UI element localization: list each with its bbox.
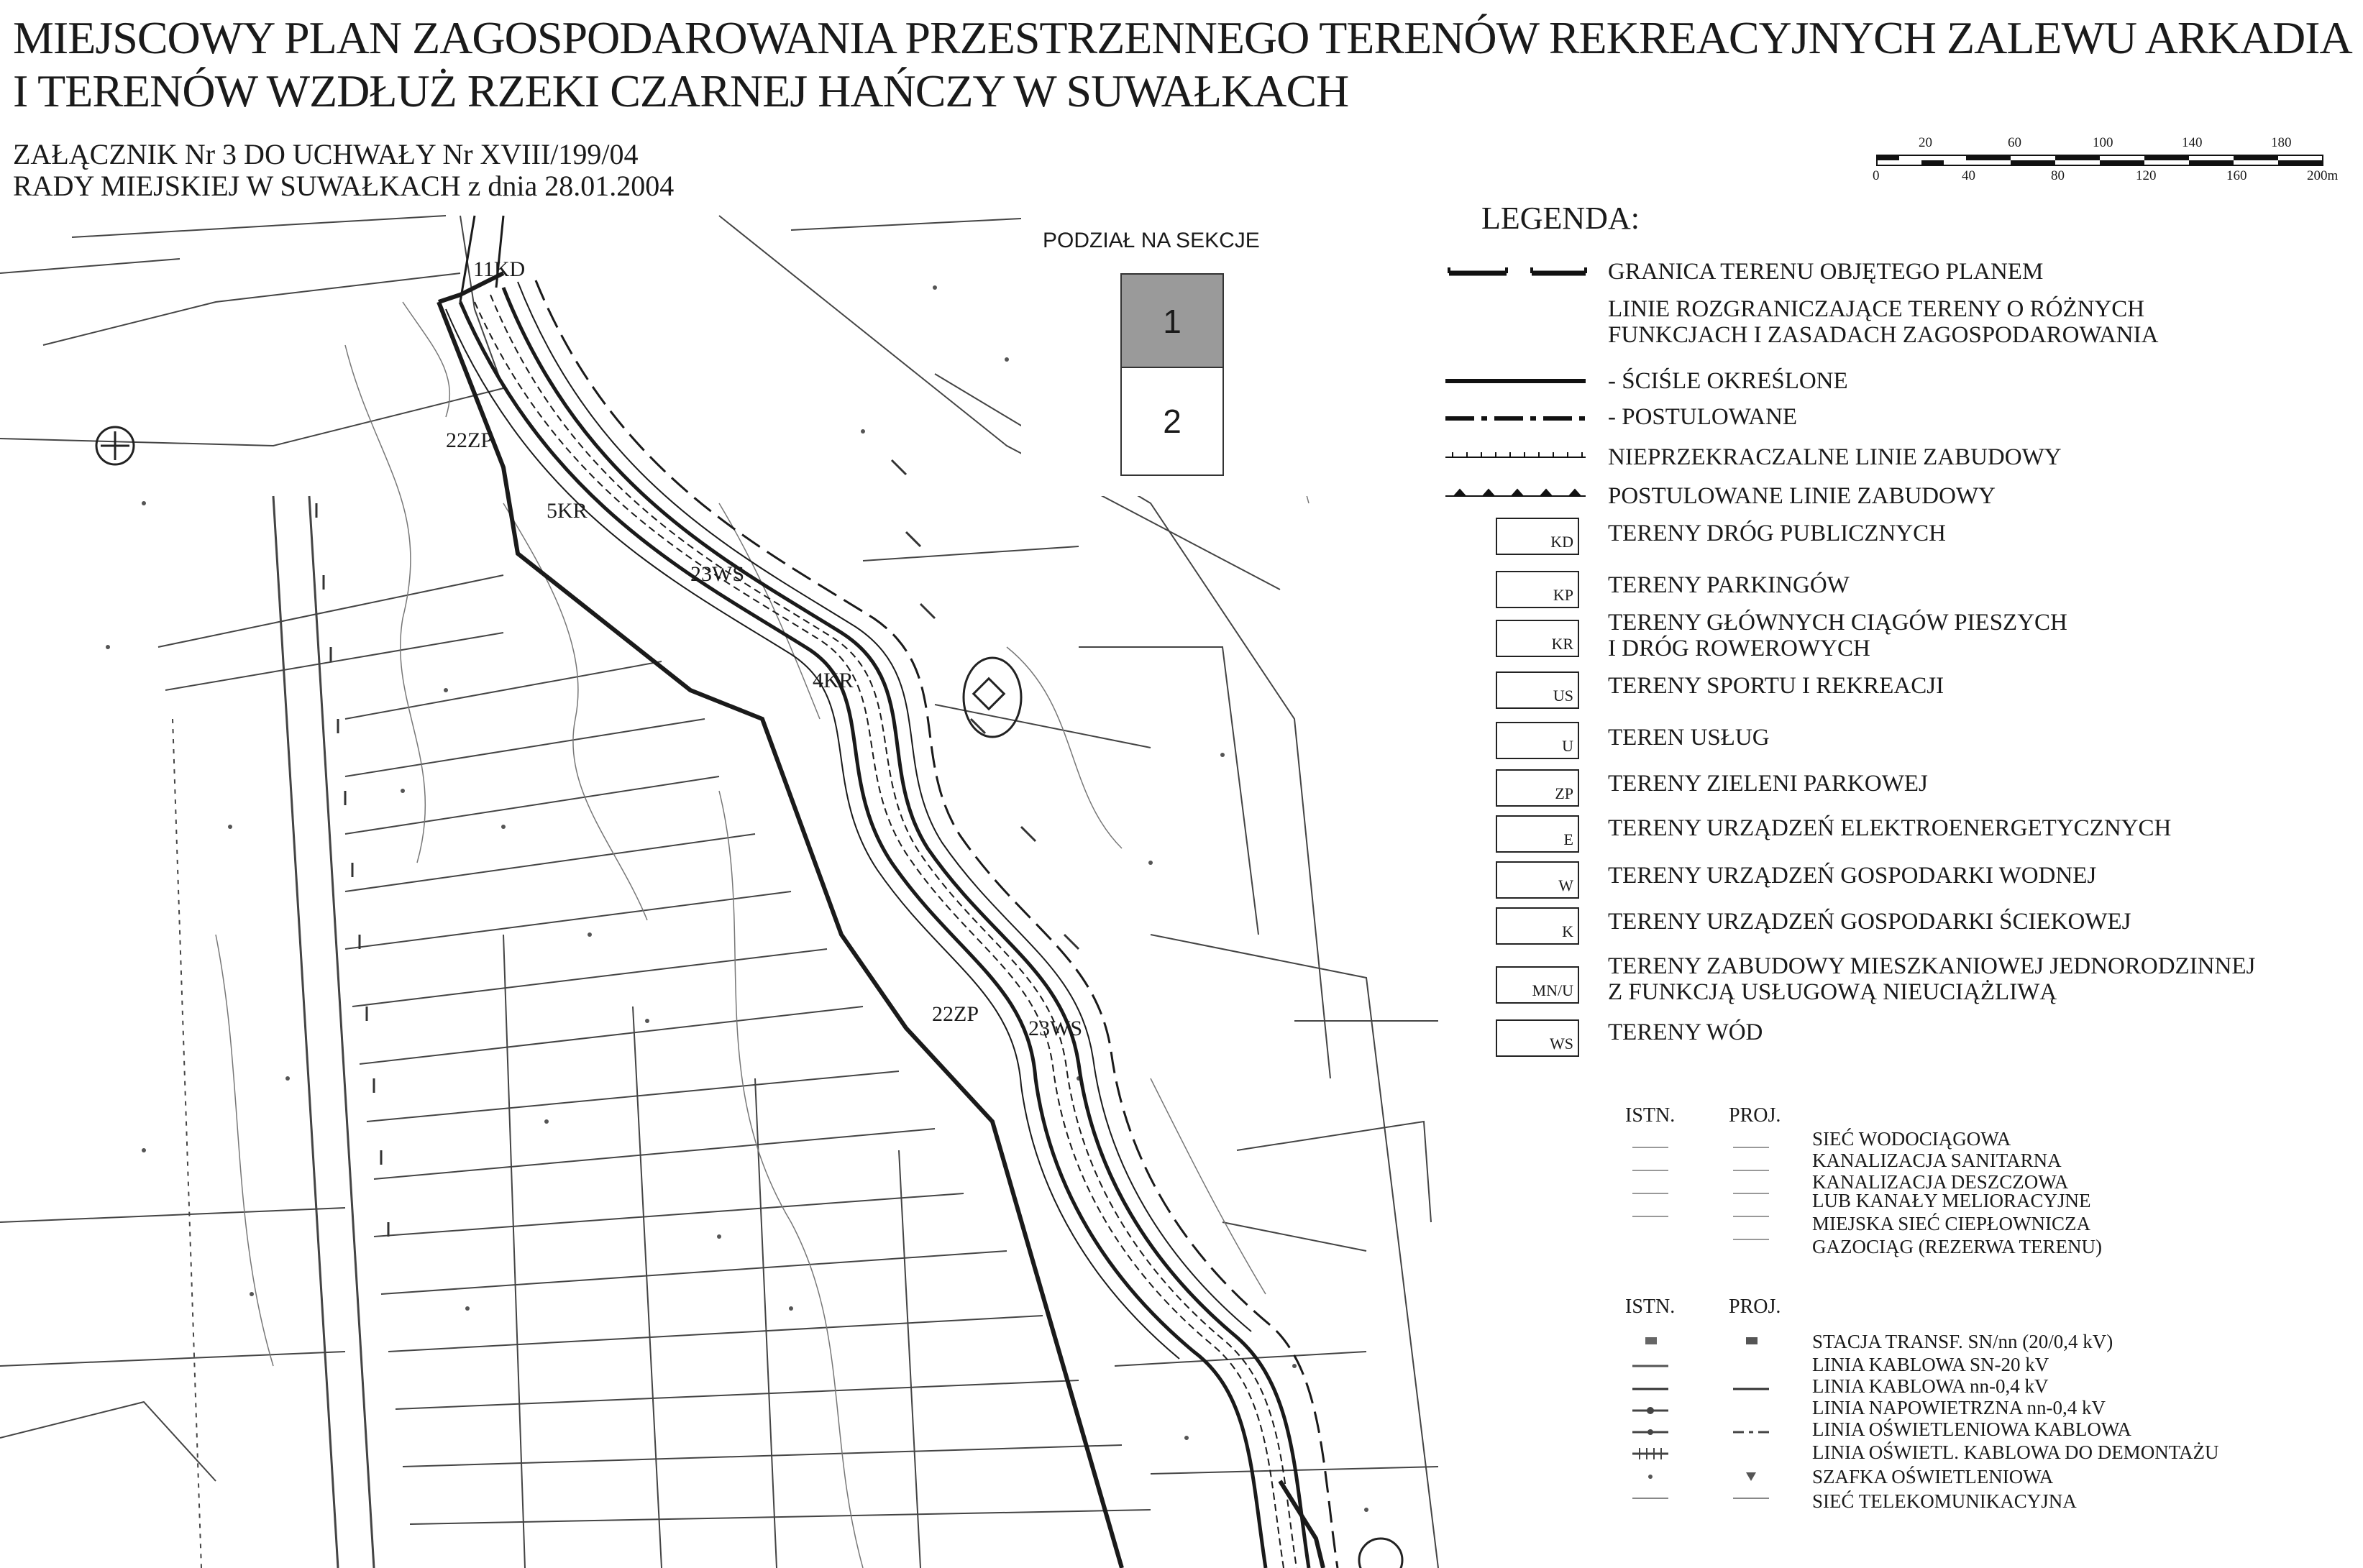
map-label-22zp-south: 22ZP (932, 1002, 979, 1026)
scale-top-100: 100 (2093, 135, 2113, 150)
scale-top-140: 140 (2182, 135, 2203, 150)
electrical-linia-oswietleniowa: LINIA OŚWIETLENIOWA KABLOWA (1812, 1418, 2131, 1440)
utility-kanalizacja-sanitarna: KANALIZACJA SANITARNA (1812, 1150, 2062, 1171)
utility-kanalizacja-deszczowa: KANALIZACJA DESZCZOWA (1812, 1171, 2069, 1193)
legend-code-us: US (1496, 671, 1579, 709)
map-label-11kd: 11KD (473, 257, 526, 281)
electrical-linia-napowietrzna: LINIA NAPOWIETRZNA nn-0,4 kV (1812, 1397, 2106, 1418)
electrical-linia-demontaz: LINIA OŚWIETL. KABLOWA DO DEMONTAŻU (1812, 1441, 2219, 1463)
legend-code-zp: ZP (1496, 769, 1579, 807)
map-label-23ws-north: 23WS (690, 562, 744, 586)
page-title-line1: MIEJSCOWY PLAN ZAGOSPODAROWANIA PRZESTRZENNEGO TERENÓW REKREACYJNYCH ZALEWU ARKADIA (13, 12, 2352, 63)
map-label-23ws-south: 23WS (1028, 1017, 1082, 1040)
legend-zone-kp: TERENY PARKINGÓW (1608, 572, 1850, 598)
subtitle-line1: ZAŁĄCZNIK Nr 3 DO UCHWAŁY Nr XVIII/199/04 (13, 138, 639, 170)
scale-top-60: 60 (2008, 135, 2021, 150)
legend-zone-e: TERENY URZĄDZEŃ ELEKTROENERGETYCZNYCH (1608, 815, 2172, 841)
scale-bottom-160: 160 (2226, 168, 2247, 183)
utility-siec-cieplownicza: MIEJSKA SIEĆ CIEPŁOWNICZA (1812, 1213, 2091, 1234)
legend-zone-mnu-2: Z FUNKCJĄ USŁUGOWĄ NIEUCIĄŻLIWĄ (1608, 979, 2057, 1005)
subtitle-line2: RADY MIEJSKIEJ W SUWAŁKACH z dnia 28.01.2004 (13, 170, 675, 202)
electrical-linia-kablowa-nn: LINIA KABLOWA nn-0,4 kV (1812, 1375, 2049, 1397)
electrical-col-existing: ISTN. (1625, 1296, 1676, 1318)
map-label-22zp-north: 22ZP (446, 428, 493, 452)
legend-zone-zp: TERENY ZIELENI PARKOWEJ (1608, 771, 1928, 797)
legend-line-scisle: - ŚCIŚLE OKREŚLONE (1608, 368, 1848, 394)
utility-wodociagowa: SIEĆ WODOCIĄGOWA (1812, 1128, 2011, 1150)
legend-zone-us: TERENY SPORTU I REKREACJI (1608, 673, 1944, 699)
scale-bottom-0: 0 (1873, 168, 1880, 183)
scale-bottom-40: 40 (1962, 168, 1975, 183)
utilities-col-existing: ISTN. (1625, 1104, 1676, 1127)
sections-title: PODZIAŁ NA SEKCJE (1043, 229, 1260, 252)
scale-bottom-80: 80 (2051, 168, 2065, 183)
scale-top-180: 180 (2271, 135, 2292, 150)
legend-code-kp: KP (1496, 571, 1579, 608)
utilities-col-projected: PROJ. (1729, 1104, 1781, 1127)
legend-zone-w: TERENY URZĄDZEŃ GOSPODARKI WODNEJ (1608, 863, 2097, 889)
legend-zone-mnu-1: TERENY ZABUDOWY MIESZKANIOWEJ JEDNORODZINNEJ (1608, 953, 2256, 979)
section-2-box[interactable]: 2 (1120, 367, 1224, 476)
utilities-line-samples (1625, 1133, 1798, 1277)
legend-code-kd: KD (1496, 518, 1579, 555)
legend-line-granica: GRANICA TERENU OBJĘTEGO PLANEM (1608, 259, 2044, 285)
legend-code-u: U (1496, 722, 1579, 759)
legend-zone-kd: TERENY DRÓG PUBLICZNYCH (1608, 521, 1946, 546)
page-title-line2: I TERENÓW WZDŁUŻ RZEKI CZARNEJ HAŃCZY W SUWAŁKACH (13, 65, 1349, 116)
legend-zone-u: TEREN USŁUG (1608, 725, 1770, 751)
electrical-szafka: SZAFKA OŚWIETLENIOWA (1812, 1466, 2054, 1487)
legend-code-e: E (1496, 815, 1579, 853)
scale-bottom-120: 120 (2136, 168, 2157, 183)
legend-code-ws: WS (1496, 1019, 1579, 1057)
legend-line-nieprzekraczalne: NIEPRZEKRACZALNE LINIE ZABUDOWY (1608, 444, 2062, 470)
map-label-4kr: 4KR (813, 669, 854, 692)
legend-zone-ws: TERENY WÓD (1608, 1019, 1763, 1045)
electrical-stacja-transf: STACJA TRANSF. SN/nn (20/0,4 kV) (1812, 1331, 2113, 1352)
legend-zone-kr-2: I DRÓG ROWEROWYCH (1608, 636, 1870, 661)
legend-line-postulowane: - POSTULOWANE (1608, 404, 1798, 430)
legend-title: LEGENDA: (1481, 201, 1640, 236)
map-label-5kr: 5KR (547, 499, 588, 523)
electrical-line-samples (1625, 1329, 1798, 1544)
scale-top-20: 20 (1919, 135, 1932, 150)
legend-code-k: K (1496, 907, 1579, 945)
legend-line-postulowane-zabudowy: POSTULOWANE LINIE ZABUDOWY (1608, 483, 1996, 509)
legend-zone-kr-1: TERENY GŁÓWNYCH CIĄGÓW PIESZYCH (1608, 610, 2067, 636)
section-1-box[interactable]: 1 (1120, 273, 1224, 370)
utility-gazociag: GAZOCIĄG (REZERWA TERENU) (1812, 1236, 2102, 1257)
legend-line-rozgraniczajace-1: LINIE ROZGRANICZAJĄCE TERENY O RÓŻNYCH (1608, 296, 2145, 322)
legend-code-kr: KR (1496, 620, 1579, 657)
scale-bottom-200m: 200m (2307, 168, 2339, 183)
legend-code-mnu: MN/U (1496, 966, 1579, 1004)
utility-kanaly-melioracyjne: LUB KANAŁY MELIORACYJNE (1812, 1190, 2091, 1211)
electrical-linia-kablowa-sn: LINIA KABLOWA SN-20 kV (1812, 1354, 2049, 1375)
legend-line-rozgraniczajace-2: FUNKCJACH I ZASADACH ZAGOSPODAROWANIA (1608, 322, 2159, 348)
electrical-telekomunikacja: SIEĆ TELEKOMUNIKACYJNA (1812, 1490, 2077, 1512)
electrical-col-projected: PROJ. (1729, 1296, 1781, 1318)
legend-zone-k: TERENY URZĄDZEŃ GOSPODARKI ŚCIEKOWEJ (1608, 909, 2131, 935)
scale-bar (1870, 129, 2344, 187)
legend-code-w: W (1496, 861, 1579, 899)
